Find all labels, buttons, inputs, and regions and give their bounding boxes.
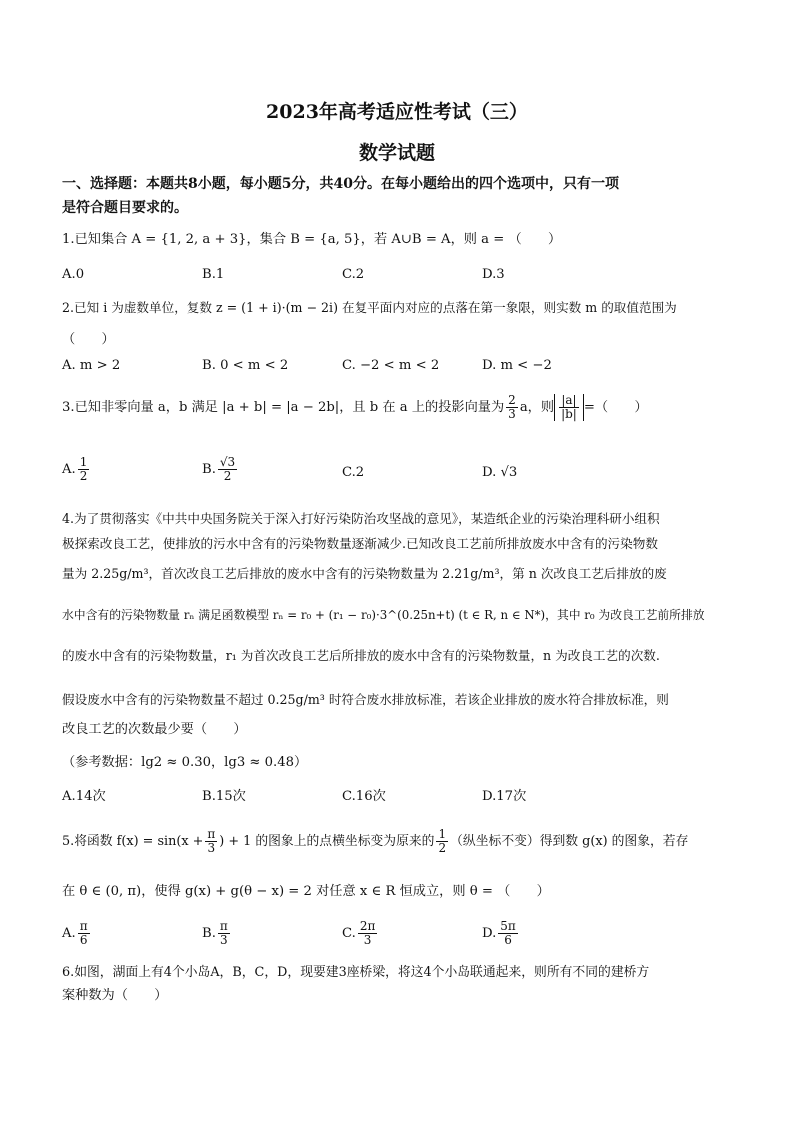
- q3-proj-fraction: [506, 394, 518, 421]
- q5-half-num: 1: [438, 827, 447, 841]
- q5-option-c-label: C.: [342, 926, 356, 941]
- q4-reference: （参考数据：lg2 ≈ 0.30，lg3 ≈ 0.48）: [62, 755, 308, 770]
- q5-stem: [62, 828, 737, 855]
- q3-proj-num: 2: [508, 393, 516, 407]
- q3-stem-suffix: =（ ）: [583, 400, 648, 415]
- q5-pi-den: 3: [207, 841, 216, 855]
- q4-line1: 4.为了贯彻落实《中共中央国务院关于深入打好污染防治攻坚战的意见》，某造纸企业的污染治理科研小组积: [62, 511, 660, 526]
- q4-line4: 水中含有的污染物数量 rₙ 满足函数模型 rₙ = r₀ + (r₁ − r₀)·3^(0.25n+t) (t ∈ R, n ∈ N*)，其中 r₀ 为改良工艺前所排放: [62, 608, 705, 622]
- q4-option-b: B.15次: [202, 789, 246, 804]
- q2-stem-line1: 2.已知 i 为虚数单位，复数 z = (1 + i)·(m − 2i) 在复平面内对应的点落在第一象限，则实数 m 的取值范围为: [62, 300, 677, 315]
- q5-option-b-num: π: [219, 919, 228, 933]
- q5-option-c-num: 2π: [359, 919, 376, 933]
- q5-stem-suffix: （纵坐标不变）得到数 g(x) 的图象，若存: [450, 834, 689, 849]
- q5-option-b: [202, 920, 232, 947]
- q3-option-c: C.2: [342, 465, 365, 480]
- q5-option-b-label: B.: [202, 926, 216, 941]
- q5-line2: 在 θ ∈ (0, π)，使得 g(x) + g(θ − x) = 2 对任意 x ∈ R 恒成立，则 θ = （ ）: [62, 884, 550, 899]
- q5-option-d-num: 5π: [500, 919, 516, 933]
- q5-option-d: [482, 920, 520, 947]
- q4-option-d: D.17次: [482, 789, 527, 804]
- q3-ratio-den: |b|: [561, 407, 577, 421]
- q4-option-c: C.16次: [342, 789, 386, 804]
- q4-line3: 量为 2.25g/m³，首次改良工艺后排放的废水中含有的污染物数量为 2.21g/m³，第 n 次改良工艺后排放的废: [62, 566, 667, 581]
- q3-option-a-num: 1: [79, 455, 88, 469]
- q1-option-a: A.0: [62, 267, 85, 282]
- q5-option-c-den: 3: [363, 933, 372, 947]
- q3-ratio-num: |a|: [559, 394, 579, 408]
- q3-option-a: [62, 456, 91, 483]
- q6-line1: 6.如图，湖面上有4个小岛A，B，C，D，现要建3座桥梁，将这4个小岛联通起来，则所有不同的建桥方: [62, 965, 650, 980]
- q1-option-d: D.3: [482, 267, 505, 282]
- q3-stem-mid: a，则: [519, 400, 555, 415]
- q3-option-b-den: 2: [223, 469, 232, 483]
- q3-option-a-label: A.: [62, 462, 76, 477]
- q2-option-c: C. −2 < m < 2: [342, 358, 440, 373]
- q3-proj-den: 3: [508, 407, 516, 421]
- q4-line7: 改良工艺的次数最少要（ ）: [62, 722, 247, 737]
- q2-option-b: B. 0 < m < 2: [202, 358, 289, 373]
- q3-stem: [62, 394, 737, 421]
- page-title: 2023年高考适应性考试（三）: [266, 101, 528, 123]
- q4-line5: 的废水中含有的污染物数量，r₁ 为首次改良工艺后所排放的废水中含有的污染物数量，n 为改良工艺的次数.: [62, 648, 660, 663]
- q5-option-a-num: π: [79, 919, 88, 933]
- q3-stem-prefix: 3.已知非零向量 a，b 满足 |a + b| = |a − 2b|，且 b 在 a 上的投影向量为: [62, 400, 505, 415]
- q3-option-b-label: B.: [202, 462, 216, 477]
- q1-option-b: B.1: [202, 267, 225, 282]
- q5-option-a-label: A.: [62, 926, 76, 941]
- q3-option-d: D. √3: [482, 465, 518, 480]
- section-heading-line1: 一、选择题：本题共8小题，每小题5分，共40分。在每小题给出的四个选项中，只有一项: [62, 176, 619, 192]
- q4-line2: 极探索改良工艺，使排放的污水中含有的污染物数量逐渐减少.已知改良工艺前所排放废水中含有的污染物数: [62, 536, 658, 551]
- q4-line6: 假设废水中含有的污染物数量不超过 0.25g/m³ 时符合废水排放标准，若该企业排放的废水符合排放标准，则: [62, 692, 669, 707]
- q3-option-a-den: 2: [79, 469, 88, 483]
- q3-ratio-fraction: [559, 394, 579, 421]
- q5-option-b-den: 3: [220, 933, 228, 947]
- q5-half-den: 2: [438, 841, 447, 855]
- q2-option-d: D. m < −2: [482, 358, 552, 373]
- q6-line2: 案种数为（ ）: [62, 988, 168, 1003]
- q1-stem: 1.已知集合 A = {1, 2, a + 3}，集合 B = {a, 5}，若 A∪B = A，则 a = （ ）: [62, 232, 562, 247]
- q5-stem-mid: ) + 1 的图象上的点横坐标变为原来的: [219, 834, 435, 849]
- q3-option-b-num: √3: [219, 455, 236, 469]
- q5-option-d-label: D.: [482, 926, 497, 941]
- q5-stem-prefix: 5.将函数 f(x) = sin(x +: [62, 834, 204, 849]
- q3-option-b: [202, 456, 239, 483]
- q5-option-c: [342, 920, 379, 947]
- q2-option-a: A. m > 2: [62, 358, 121, 373]
- q5-option-d-den: 6: [504, 933, 512, 947]
- q2-stem-line2: （ ）: [62, 332, 115, 347]
- q5-option-a-den: 6: [79, 933, 88, 947]
- q5-option-a: [62, 920, 92, 947]
- q4-option-a: A.14次: [62, 789, 106, 804]
- q1-option-c: C.2: [342, 267, 365, 282]
- section-heading-line2: 是符合题目要求的。: [62, 200, 188, 216]
- page-subtitle: 数学试题: [358, 142, 435, 164]
- q5-pi-num: π: [207, 827, 216, 841]
